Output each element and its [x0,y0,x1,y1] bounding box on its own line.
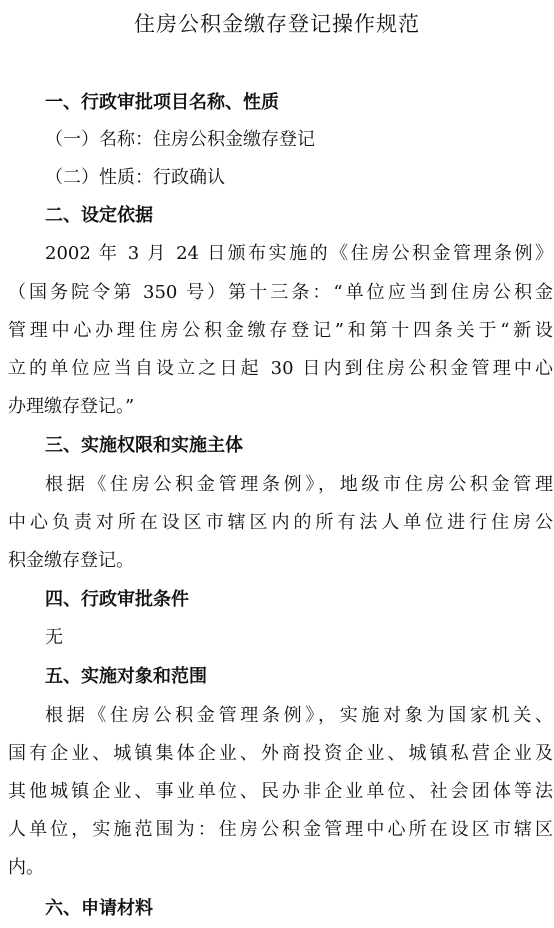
section-6-heading: 六、申请材料 [45,898,153,919]
section-3-heading: 三、实施权限和实施主体 [45,435,243,456]
section-2-heading: 二、设定依据 [45,205,153,226]
section-3-line: 积金缴存登记。 [8,550,134,571]
section-5-line: 人单位，实施范围为：住房公积金管理中心所在设区市辖区 [8,819,553,840]
section-5-heading: 五、实施对象和范围 [45,666,207,687]
section-4-text: 无 [45,627,63,648]
section-4-heading: 四、行政审批条件 [45,589,189,610]
section-2-line: 办理缴存登记。” [8,396,135,417]
section-2-line: 立的单位应当自设立之日起 30 日内到住房公积金管理中心 [8,358,553,379]
section-3-line: 中心负责对所在设区市辖区内的所有法人单位进行住房公 [8,512,553,533]
document-title: 住房公积金缴存登记操作规范 [134,12,420,36]
section-1-item-nature: （二）性质：行政确认 [45,167,225,188]
section-2-line: 2002 年 3 月 24 日颁布实施的《住房公积金管理条例》 [45,243,553,264]
section-2-line: 管理中心办理住房公积金缴存登记”和第十四条关于“新设 [8,320,553,341]
section-1-heading: 一、行政审批项目名称、性质 [45,92,279,113]
section-1-item-name: （一）名称：住房公积金缴存登记 [45,129,315,150]
section-3-line: 根据《住房公积金管理条例》，地级市住房公积金管理 [45,474,553,495]
section-5-line: 根据《住房公积金管理条例》，实施对象为国家机关、 [45,705,553,726]
section-5-line: 内。 [8,857,44,878]
section-5-line: 其他城镇企业、事业单位、民办非企业单位、社会团体等法 [8,781,553,802]
section-5-line: 国有企业、城镇集体企业、外商投资企业、城镇私营企业及 [8,743,553,764]
section-2-line: （国务院令第 350 号）第十三条：“单位应当到住房公积金 [8,282,553,303]
